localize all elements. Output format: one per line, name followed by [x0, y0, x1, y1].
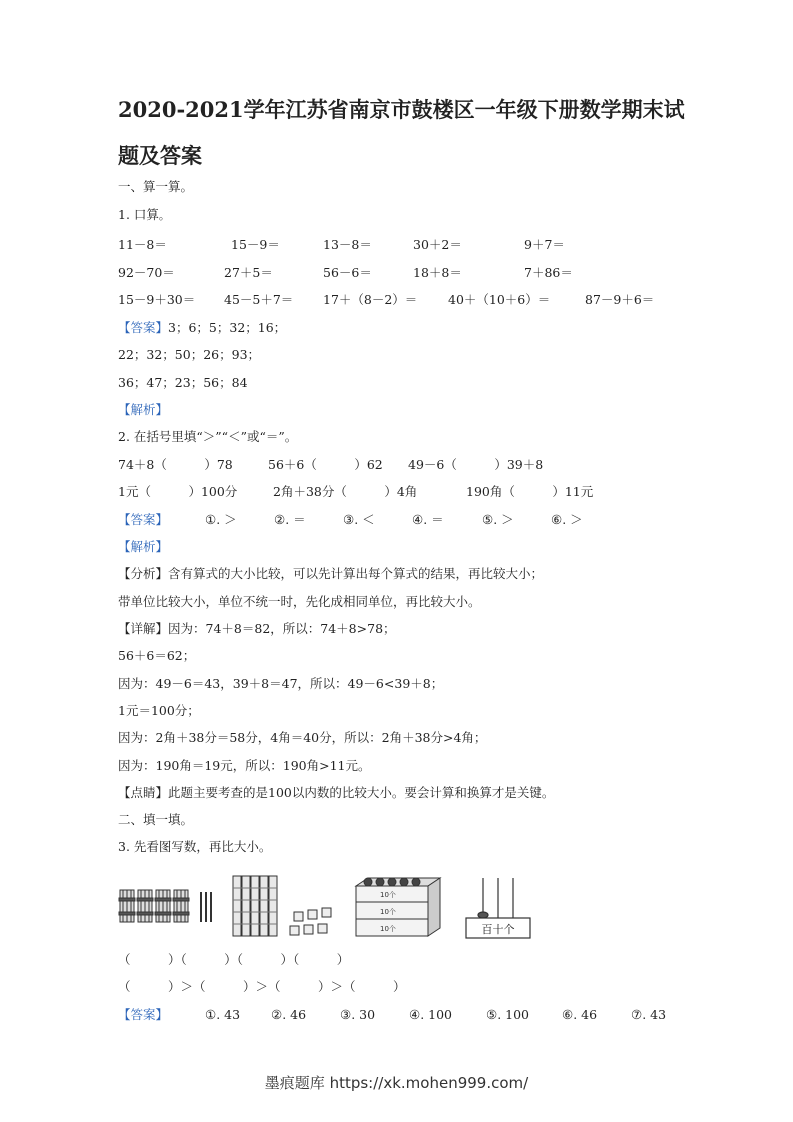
q2-dianjing-line: 【点睛】此题主要考查的是100以内数的比较大小。要会计算和换算才是关键。 [118, 785, 555, 800]
q2-detail-line-2: 56＋6＝62； [118, 648, 196, 663]
abacus-label: 百十个 [481, 923, 515, 936]
ten-rods-icon [233, 876, 277, 936]
q2-detail-line-3: 因为：49－6＝43，39＋8＝47，所以：49－6<39＋8； [118, 676, 444, 691]
q2-detail-line-4: 1元＝100分； [118, 703, 200, 718]
box-row-label-1: 10个 [380, 891, 396, 899]
stick-bundles-icon [119, 890, 211, 922]
q2-detail-line-5: 因为：2角＋38分＝58分，4角＝40分，所以：2角＋38分>4角； [118, 730, 487, 745]
q2-detail-line-1: 【详解】因为：74＋8＝82，所以：74＋8>78； [118, 621, 396, 636]
q2-detail-line-6: 因为：190角＝19元，所以：190角>11元。 [118, 758, 371, 773]
box-row-label-3: 10个 [380, 925, 396, 933]
q1-answer-line-2: 22；32；50；26；93； [118, 347, 261, 362]
q1-answer-line-1: 【答案】3；6；5；32；16； [118, 320, 287, 335]
q2-fenxi-line-2: 带单位比较大小，单位不统一时，先化成相同单位，再比较大小。 [118, 594, 481, 609]
box-of-tens-icon [356, 878, 440, 936]
question-3: 3. 先看图写数，再比大小。 [118, 839, 272, 854]
section-2-heading: 二、填一填。 [118, 812, 194, 827]
q3-blank-row-2: （ ）＞（ ）＞（ ）＞（ ） [118, 979, 406, 994]
section-1-heading: 一、算一算。 [118, 179, 194, 194]
q2-analysis-tag: 【解析】 [118, 539, 169, 554]
q1-analysis-tag: 【解析】 [118, 402, 169, 417]
q3-blank-row-1: （ ）（ ）（ ）（ ） [118, 952, 350, 967]
unit-cubes-icon [290, 908, 331, 935]
q3-pictures [118, 868, 548, 943]
question-2: 2. 在括号里填“＞”“＜”或“＝”。 [118, 429, 298, 444]
q3-pictures-svg [118, 868, 548, 943]
document-title-line-1: 2020-2021学年江苏省南京市鼓楼区一年级下册数学期末试 [118, 97, 685, 122]
q2-fenxi-line-1: 【分析】含有算式的大小比较，可以先计算出每个算式的结果，再比较大小； [118, 566, 544, 581]
box-row-label-2: 10个 [380, 908, 396, 916]
document-title-line-2: 题及答案 [118, 143, 202, 168]
footer-watermark: 墨痕题库 https://xk.mohen999.com/ [264, 1074, 529, 1092]
q1-answer-line-3: 36；47；23；56；84 [118, 375, 248, 390]
question-1: 1. 口算。 [118, 207, 170, 222]
